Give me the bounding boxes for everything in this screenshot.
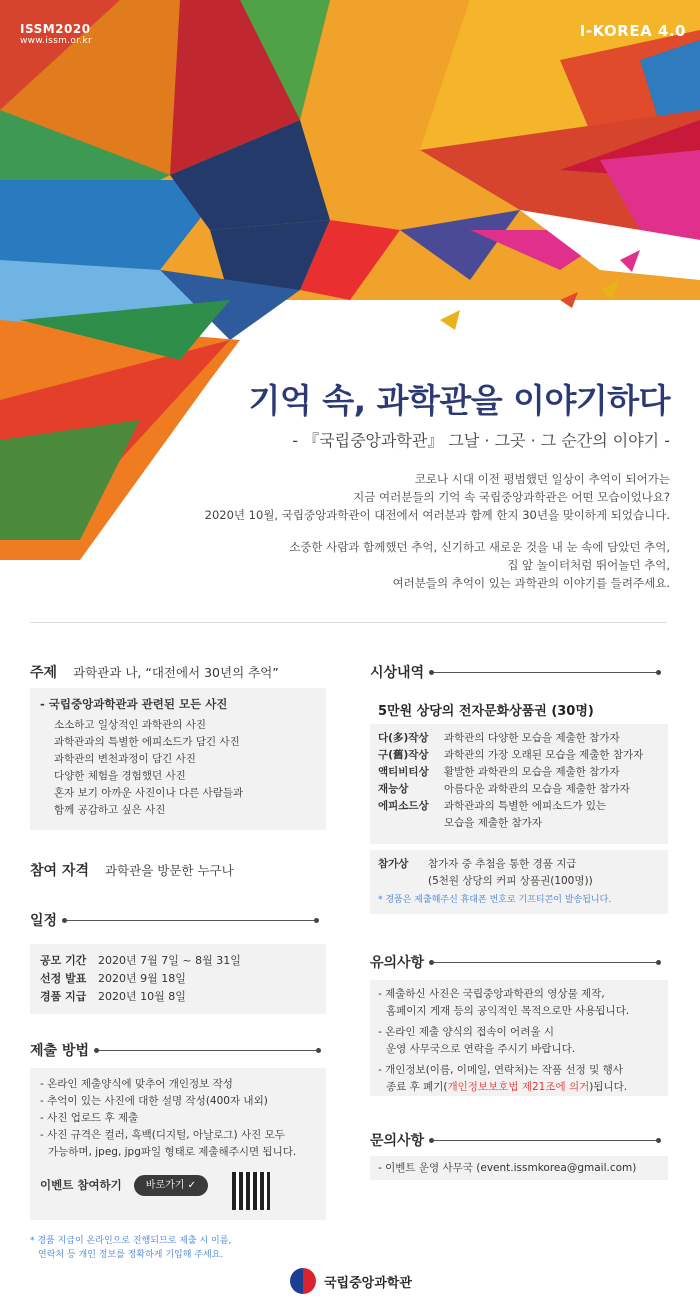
intro-line: 소중한 사람과 함께했던 추억, 신기하고 새로운 것을 내 눈 속에 담았던 추억,: [289, 540, 670, 554]
caution-line: 운영 사무국으로 연락을 주시기 바랍니다.: [386, 1043, 576, 1055]
contact-heading: [370, 1130, 660, 1150]
list-item: - 사진 업로드 후 제출: [40, 1112, 139, 1124]
award-key: [378, 815, 444, 832]
theme-value: 과학관과 나, “대전에서 30년의 추억”: [73, 665, 279, 680]
contact-email[interactable]: - 이벤트 운영 사무국 (event.issmkorea@gmail.com): [378, 1162, 637, 1174]
schedule-label: 일정: [30, 913, 58, 929]
brand-url: www.issm.or.kr: [20, 36, 92, 46]
list-item: 혼자 보기 아까운 사진이나 다른 사람들과: [54, 787, 244, 799]
awards-box: [370, 724, 668, 844]
award-value: (5천원 상당의 커피 상품권(100명)): [428, 875, 593, 887]
award-value: 아름다운 과학관의 모습을 제출한 참가자: [444, 783, 630, 795]
award-key: 액티비티상: [378, 766, 429, 778]
heading-rule: [430, 1140, 660, 1141]
heading-rule: [95, 1050, 320, 1051]
eligibility-value: 과학관을 방문한 누구나: [104, 863, 234, 878]
schedule-row: [40, 952, 316, 970]
cautions-box: [370, 980, 668, 1096]
schedule-key: 선정 발표: [40, 972, 87, 985]
award-row: [378, 747, 660, 764]
schedule-heading: [30, 910, 318, 930]
schedule-box: [30, 944, 326, 1014]
legal-reference: 개인정보보호법 제21조에 의거: [447, 1081, 590, 1093]
award-key: 에피소드상: [378, 800, 429, 812]
list-item: - 온라인 제출양식에 맞추어 개인정보 작성: [40, 1078, 233, 1090]
caution-line: 홈페이지 게재 등의 공익적인 목적으로만 사용됩니다.: [386, 1005, 630, 1017]
theme-box: [30, 688, 326, 830]
award-value: 참가자 중 추첨을 통한 경품 지급: [428, 858, 577, 870]
brand-name: ISSM2020: [20, 22, 91, 36]
eligibility-label: 참여 자격: [30, 863, 89, 879]
gift-note: * 경품은 제출해주신 휴대폰 번호로 기프티콘이 발송됩니다.: [378, 895, 612, 905]
awards-label: 시상내역: [370, 665, 425, 681]
list-item: 다양한 체험을 경험했던 사진: [54, 770, 186, 782]
award-value: 활발한 과학관의 모습을 제출한 참가자: [444, 766, 620, 778]
award-row: [378, 815, 660, 832]
award-value: 과학관과의 특별한 에피소드가 있는: [444, 800, 607, 812]
award-value: 모습을 제출한 참가자: [444, 817, 542, 829]
list-item: 가능하며, jpeg, jpg파일 형태로 제출해주시면 됩니다.: [48, 1146, 297, 1158]
qr-code-icon[interactable]: [232, 1172, 270, 1210]
award-key: 참가상: [378, 858, 409, 870]
schedule-value: 2020년 7월 7일 ~ 8월 31일: [98, 954, 241, 967]
intro-line: 코로나 시대 이전 평범했던 일상이 추억이 되어가는: [414, 472, 670, 486]
note-line: * 경품 지급이 온라인으로 진행되므로 제출 시 이름,: [30, 1236, 232, 1246]
theme-box-title: - 국립중앙과학관과 관련된 모든 사진: [40, 697, 228, 711]
award-row: [378, 856, 660, 873]
intro-line: 집 앞 놀이터처럼 뛰어놀던 추억,: [507, 558, 670, 572]
schedule-value: 2020년 10월 8일: [98, 990, 186, 1003]
ikorea-logo: I-KOREA 4.0: [579, 22, 686, 40]
award-row: [378, 798, 660, 815]
footer-logo: [290, 1268, 412, 1294]
schedule-key: 경품 지급: [40, 990, 87, 1003]
list-item: 과학관의 변천과정이 담긴 사진: [54, 753, 196, 765]
intro-text: [110, 470, 670, 592]
heading-rule: [63, 920, 318, 921]
caution-line: - 개인정보(이름, 이메일, 연락처)는 작품 선정 및 행사: [378, 1064, 623, 1076]
intro-line: 여러분들의 추억이 있는 과학관의 이야기를 들려주세요.: [392, 576, 670, 590]
award-value: 과학관의 다양한 모습을 제출한 참가자: [444, 732, 620, 744]
caution-line: - 제출하신 사진은 국립중앙과학관의 영상물 제작,: [378, 988, 605, 1000]
note-line: 연락처 등 개인 정보를 정확하게 기입해 주세요.: [38, 1250, 224, 1260]
theme-label: 주제: [30, 665, 58, 681]
award-value: 과학관의 가장 오래된 모습을 제출한 참가자: [444, 749, 644, 761]
award-row: [378, 781, 660, 798]
prize-info-note: [30, 1234, 231, 1262]
award-key: 다(多)작상: [378, 732, 429, 744]
method-box: [30, 1068, 326, 1220]
caution-line: - 온라인 제출 양식의 접속이 어려울 시: [378, 1026, 554, 1038]
heading-rule: [430, 672, 660, 673]
schedule-key: 공모 기간: [40, 954, 87, 967]
cautions-label: 유의사항: [370, 955, 425, 971]
schedule-value: 2020년 9월 18일: [98, 972, 186, 985]
contact-box: [370, 1156, 668, 1180]
schedule-row: [40, 988, 316, 1006]
page-subtitle: - 『국립중앙과학관』 그날 · 그곳 · 그 순간의 이야기 -: [292, 431, 670, 450]
caution-text: 종료 후 폐기(: [386, 1081, 448, 1093]
heading-rule: [430, 962, 660, 963]
caution-text: )됩니다.: [589, 1081, 628, 1093]
caution-line: [378, 1079, 660, 1096]
list-item: 과학관과의 특별한 에피소드가 담긴 사진: [54, 736, 240, 748]
method-heading: [30, 1040, 320, 1060]
schedule-row: [40, 970, 316, 988]
event-label: 이벤트 참여하기: [40, 1178, 122, 1192]
footer-logo-text: 국립중앙과학관: [324, 1275, 412, 1291]
method-label: 제출 방법: [30, 1043, 89, 1059]
list-item: - 추억이 있는 사진에 대한 설명 작성(400자 내외): [40, 1095, 268, 1107]
cautions-heading: [370, 952, 660, 972]
theme-heading: [30, 662, 279, 682]
contact-label: 문의사항: [370, 1133, 425, 1149]
awards-headline: 5만원 상당의 전자문화상품권 (30명): [378, 704, 594, 719]
taegeuk-icon: [290, 1268, 316, 1294]
page-title: 기억 속, 과학관을 이야기하다: [248, 381, 670, 420]
award-key: 재능상: [378, 783, 409, 795]
event-row: [40, 1175, 316, 1196]
awards-heading: [370, 662, 660, 682]
award-row: [378, 764, 660, 781]
award-key: 구(舊)작상: [378, 749, 429, 761]
divider: [30, 622, 667, 623]
intro-line: 2020년 10월, 국립중앙과학관이 대전에서 여러분과 함께 한지 30년을 맞이하게 되었습니다.: [204, 508, 670, 522]
participation-box: [370, 850, 668, 914]
award-row: [378, 730, 660, 747]
intro-line: 지금 여러분들의 기억 속 국립중앙과학관은 어떤 모습이었나요?: [353, 490, 670, 504]
list-item: 함께 공감하고 싶은 사진: [54, 804, 166, 816]
eligibility-heading: [30, 860, 234, 880]
list-item: 소소하고 일상적인 과학관의 사진: [54, 719, 207, 731]
go-button[interactable]: 바로가기 ✓: [134, 1175, 208, 1196]
list-item: - 사진 규격은 컬러, 흑백(디지털, 아날로그) 사진 모두: [40, 1129, 285, 1141]
issm-logo: [20, 22, 92, 46]
